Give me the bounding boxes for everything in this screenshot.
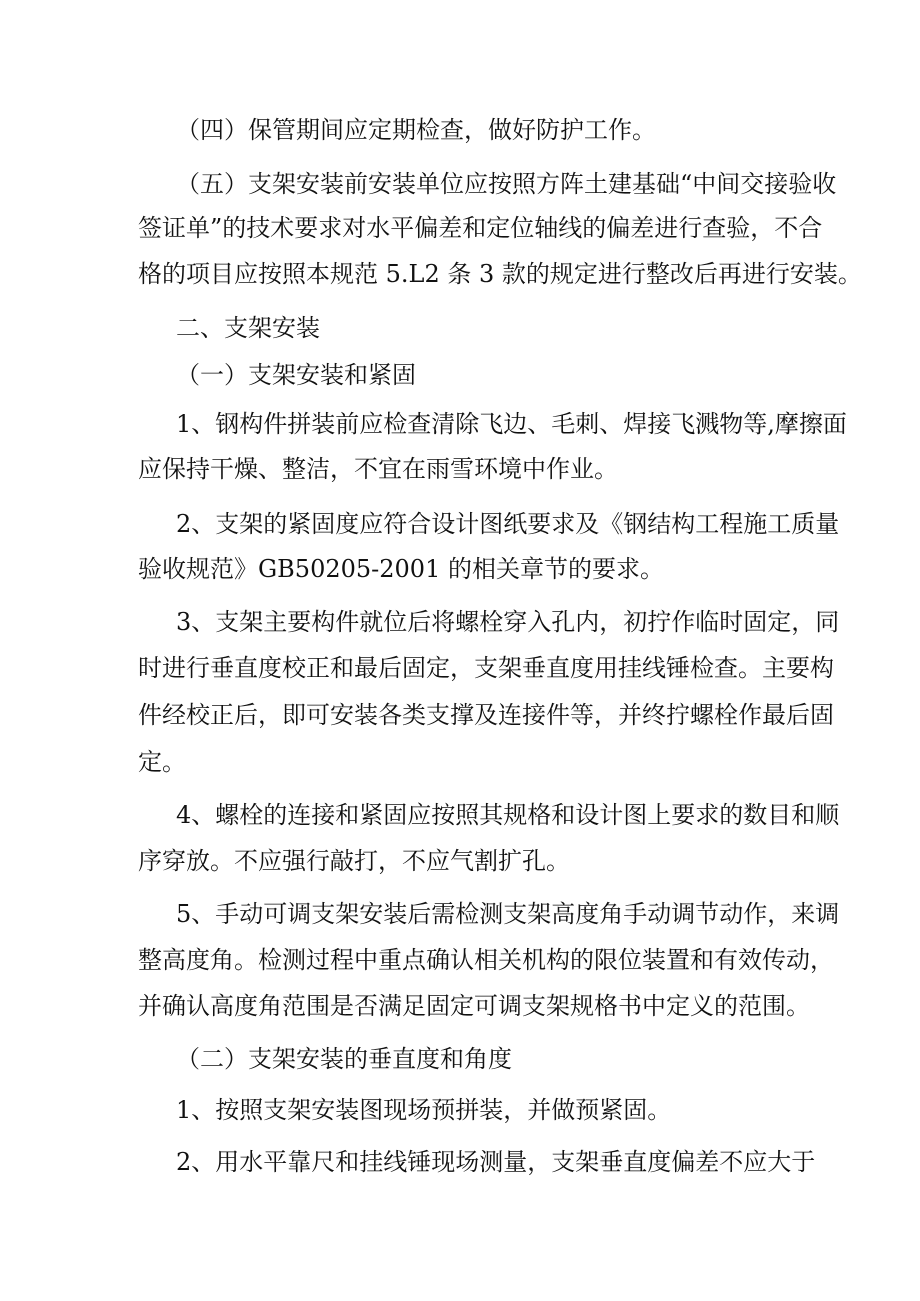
text-line: 定。 bbox=[138, 748, 186, 776]
subsection-heading: （一）支架安装和紧固 bbox=[176, 361, 416, 389]
text-line: 1、钢构件拼装前应检查清除飞边、毛刺、焊接飞溅物等,摩擦面 bbox=[176, 410, 847, 438]
text-line: 序穿放。不应强行敲打，不应气割扩孔。 bbox=[138, 847, 570, 875]
text-line: 2、用水平靠尺和挂线锤现场测量，支架垂直度偏差不应大于 bbox=[176, 1148, 816, 1176]
text-line: 整高度角。检测过程中重点确认相关机构的限位装置和有效传动， bbox=[138, 946, 834, 974]
text-line: 验收规范》GB50205-2001 的相关章节的要求。 bbox=[138, 555, 664, 583]
text-line: 4、螺栓的连接和紧固应按照其规格和设计图上要求的数目和顺 bbox=[176, 801, 840, 829]
text-line: 时进行垂直度校正和最后固定，支架垂直度用挂线锤检查。主要构 bbox=[138, 654, 834, 682]
text-line: 并确认高度角范围是否满足固定可调支架规格书中定义的范围。 bbox=[138, 992, 810, 1020]
subsection-heading: （二）支架安装的垂直度和角度 bbox=[176, 1045, 512, 1073]
section-heading: 二、支架安装 bbox=[176, 314, 320, 342]
text-line: 5、手动可调支架安装后需检测支架高度角手动调节动作，来调 bbox=[176, 900, 840, 928]
text-line: 1、按照支架安装图现场预拼装，并做预紧固。 bbox=[176, 1096, 672, 1124]
text-line: 签证单”的技术要求对水平偏差和定位轴线的偏差进行查验，不合 bbox=[138, 214, 823, 242]
text-line: 2、支架的紧固度应符合设计图纸要求及《钢结构工程施工质量 bbox=[176, 510, 840, 538]
text-line: （四）保管期间应定期检查，做好防护工作。 bbox=[176, 116, 656, 144]
text-line: 应保持干燥、整洁，不宜在雨雪环境中作业。 bbox=[138, 455, 618, 483]
text-line: （五）支架安装前安装单位应按照方阵土建基础“中间交接验收 bbox=[176, 170, 837, 198]
text-line: 3、支架主要构件就位后将螺栓穿入孔内，初拧作临时固定，同 bbox=[176, 608, 840, 636]
text-line: 件经校正后，即可安装各类支撑及连接件等，并终拧螺栓作最后固 bbox=[138, 701, 834, 729]
text-line: 格的项目应按照本规范 5.L2 条 3 款的规定进行整改后再进行安装。 bbox=[138, 260, 862, 288]
